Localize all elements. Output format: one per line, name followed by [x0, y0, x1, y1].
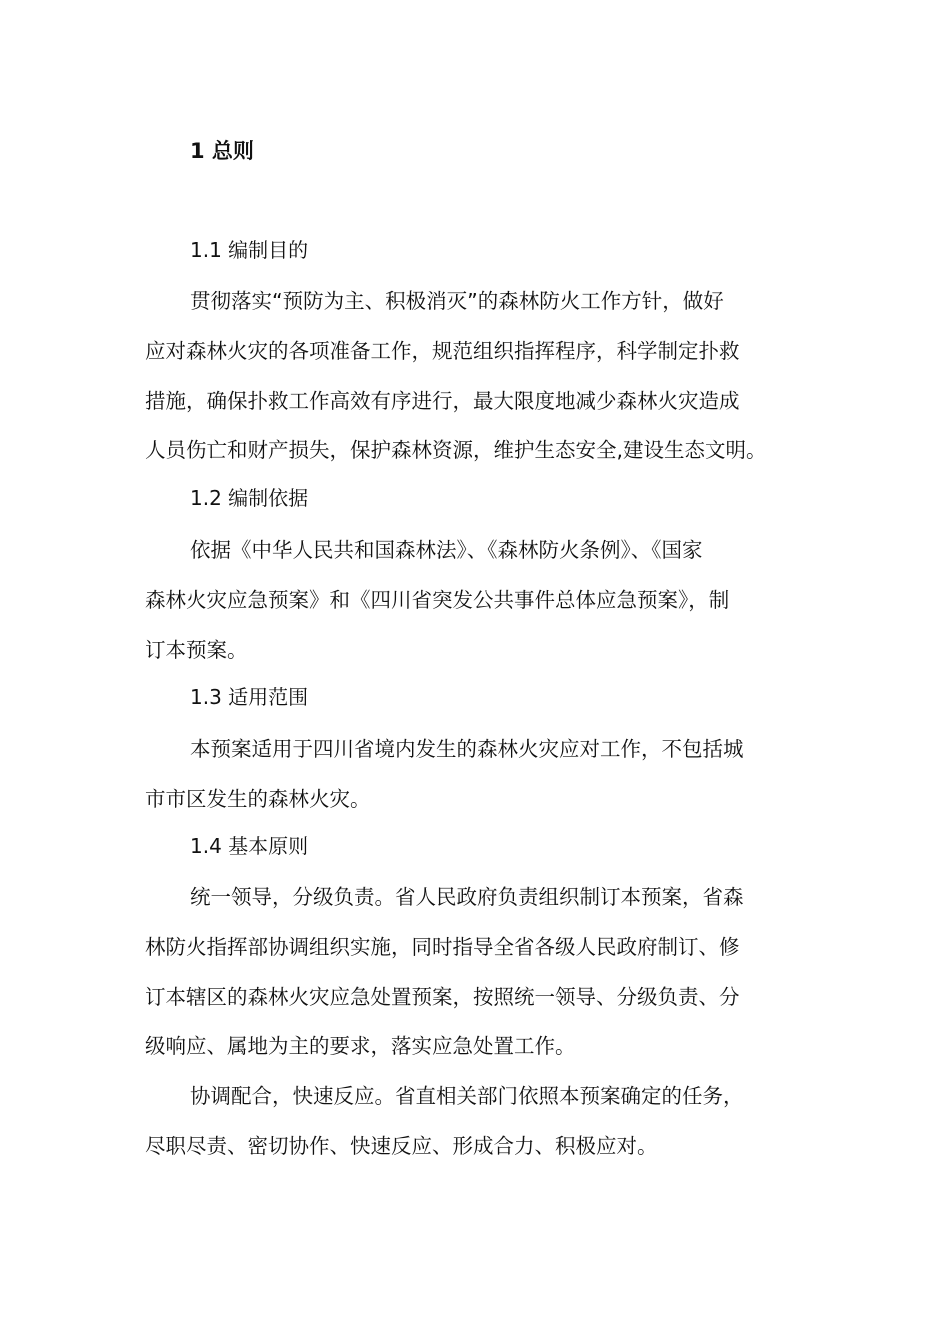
text-line: 依据《中华人民共和国森林法》、《森林防火条例》、《国家 — [190, 538, 703, 562]
chapter-heading: 1 总则 — [190, 139, 254, 163]
text-line: 级响应、属地为主的要求，落实应急处置工作。 — [145, 1034, 576, 1059]
text-line: 人员伤亡和财产损失，保护森林资源，维护生态安全,建设生态文明。 — [145, 438, 767, 463]
text-line: 贯彻落实“预防为主、积极消灭”的森林防火工作方针，做好 — [190, 289, 724, 313]
text-line: 订本预案。 — [145, 637, 248, 662]
text-line: 统一领导，分级负责。省人民政府负责组织制订本预案，省森 — [190, 885, 744, 909]
text-line: 森林火灾应急预案》和《四川省突发公共事件总体应急预案》，制 — [145, 587, 730, 612]
text-line: 订本辖区的森林火灾应急处置预案，按照统一领导、分级负责、分 — [145, 984, 740, 1009]
paragraph-1-3 — [145, 725, 845, 825]
section-title-1-3: 1.3 适用范围 — [190, 685, 309, 709]
text-line: 协调配合，快速反应。省直相关部门依照本预案确定的任务， — [190, 1084, 744, 1108]
section-title-1-2: 1.2 编制依据 — [190, 486, 309, 510]
section-title-1-4: 1.4 基本原则 — [190, 834, 309, 858]
text-line: 应对森林火灾的各项准备工作，规范组织指挥程序，科学制定扑救 — [145, 338, 740, 363]
section-title-1-1: 1.1 编制目的 — [190, 238, 309, 262]
text-line: 尽职尽责、密切协作、快速反应、形成合力、积极应对。 — [145, 1133, 658, 1158]
text-line: 市市区发生的森林火灾。 — [145, 786, 371, 811]
text-line: 林防火指挥部协调组织实施，同时指导全省各级人民政府制订、修 — [145, 934, 740, 959]
text-line: 措施，确保扑救工作高效有序进行，最大限度地减少森林火灾造成 — [145, 388, 740, 413]
paragraph-1-1 — [145, 277, 845, 476]
paragraph-1-2 — [145, 526, 845, 675]
paragraph-1-4-b — [145, 1072, 845, 1172]
paragraph-1-4-a — [145, 873, 845, 1072]
text-line: 本预案适用于四川省境内发生的森林火灾应对工作，不包括城 — [190, 737, 744, 761]
